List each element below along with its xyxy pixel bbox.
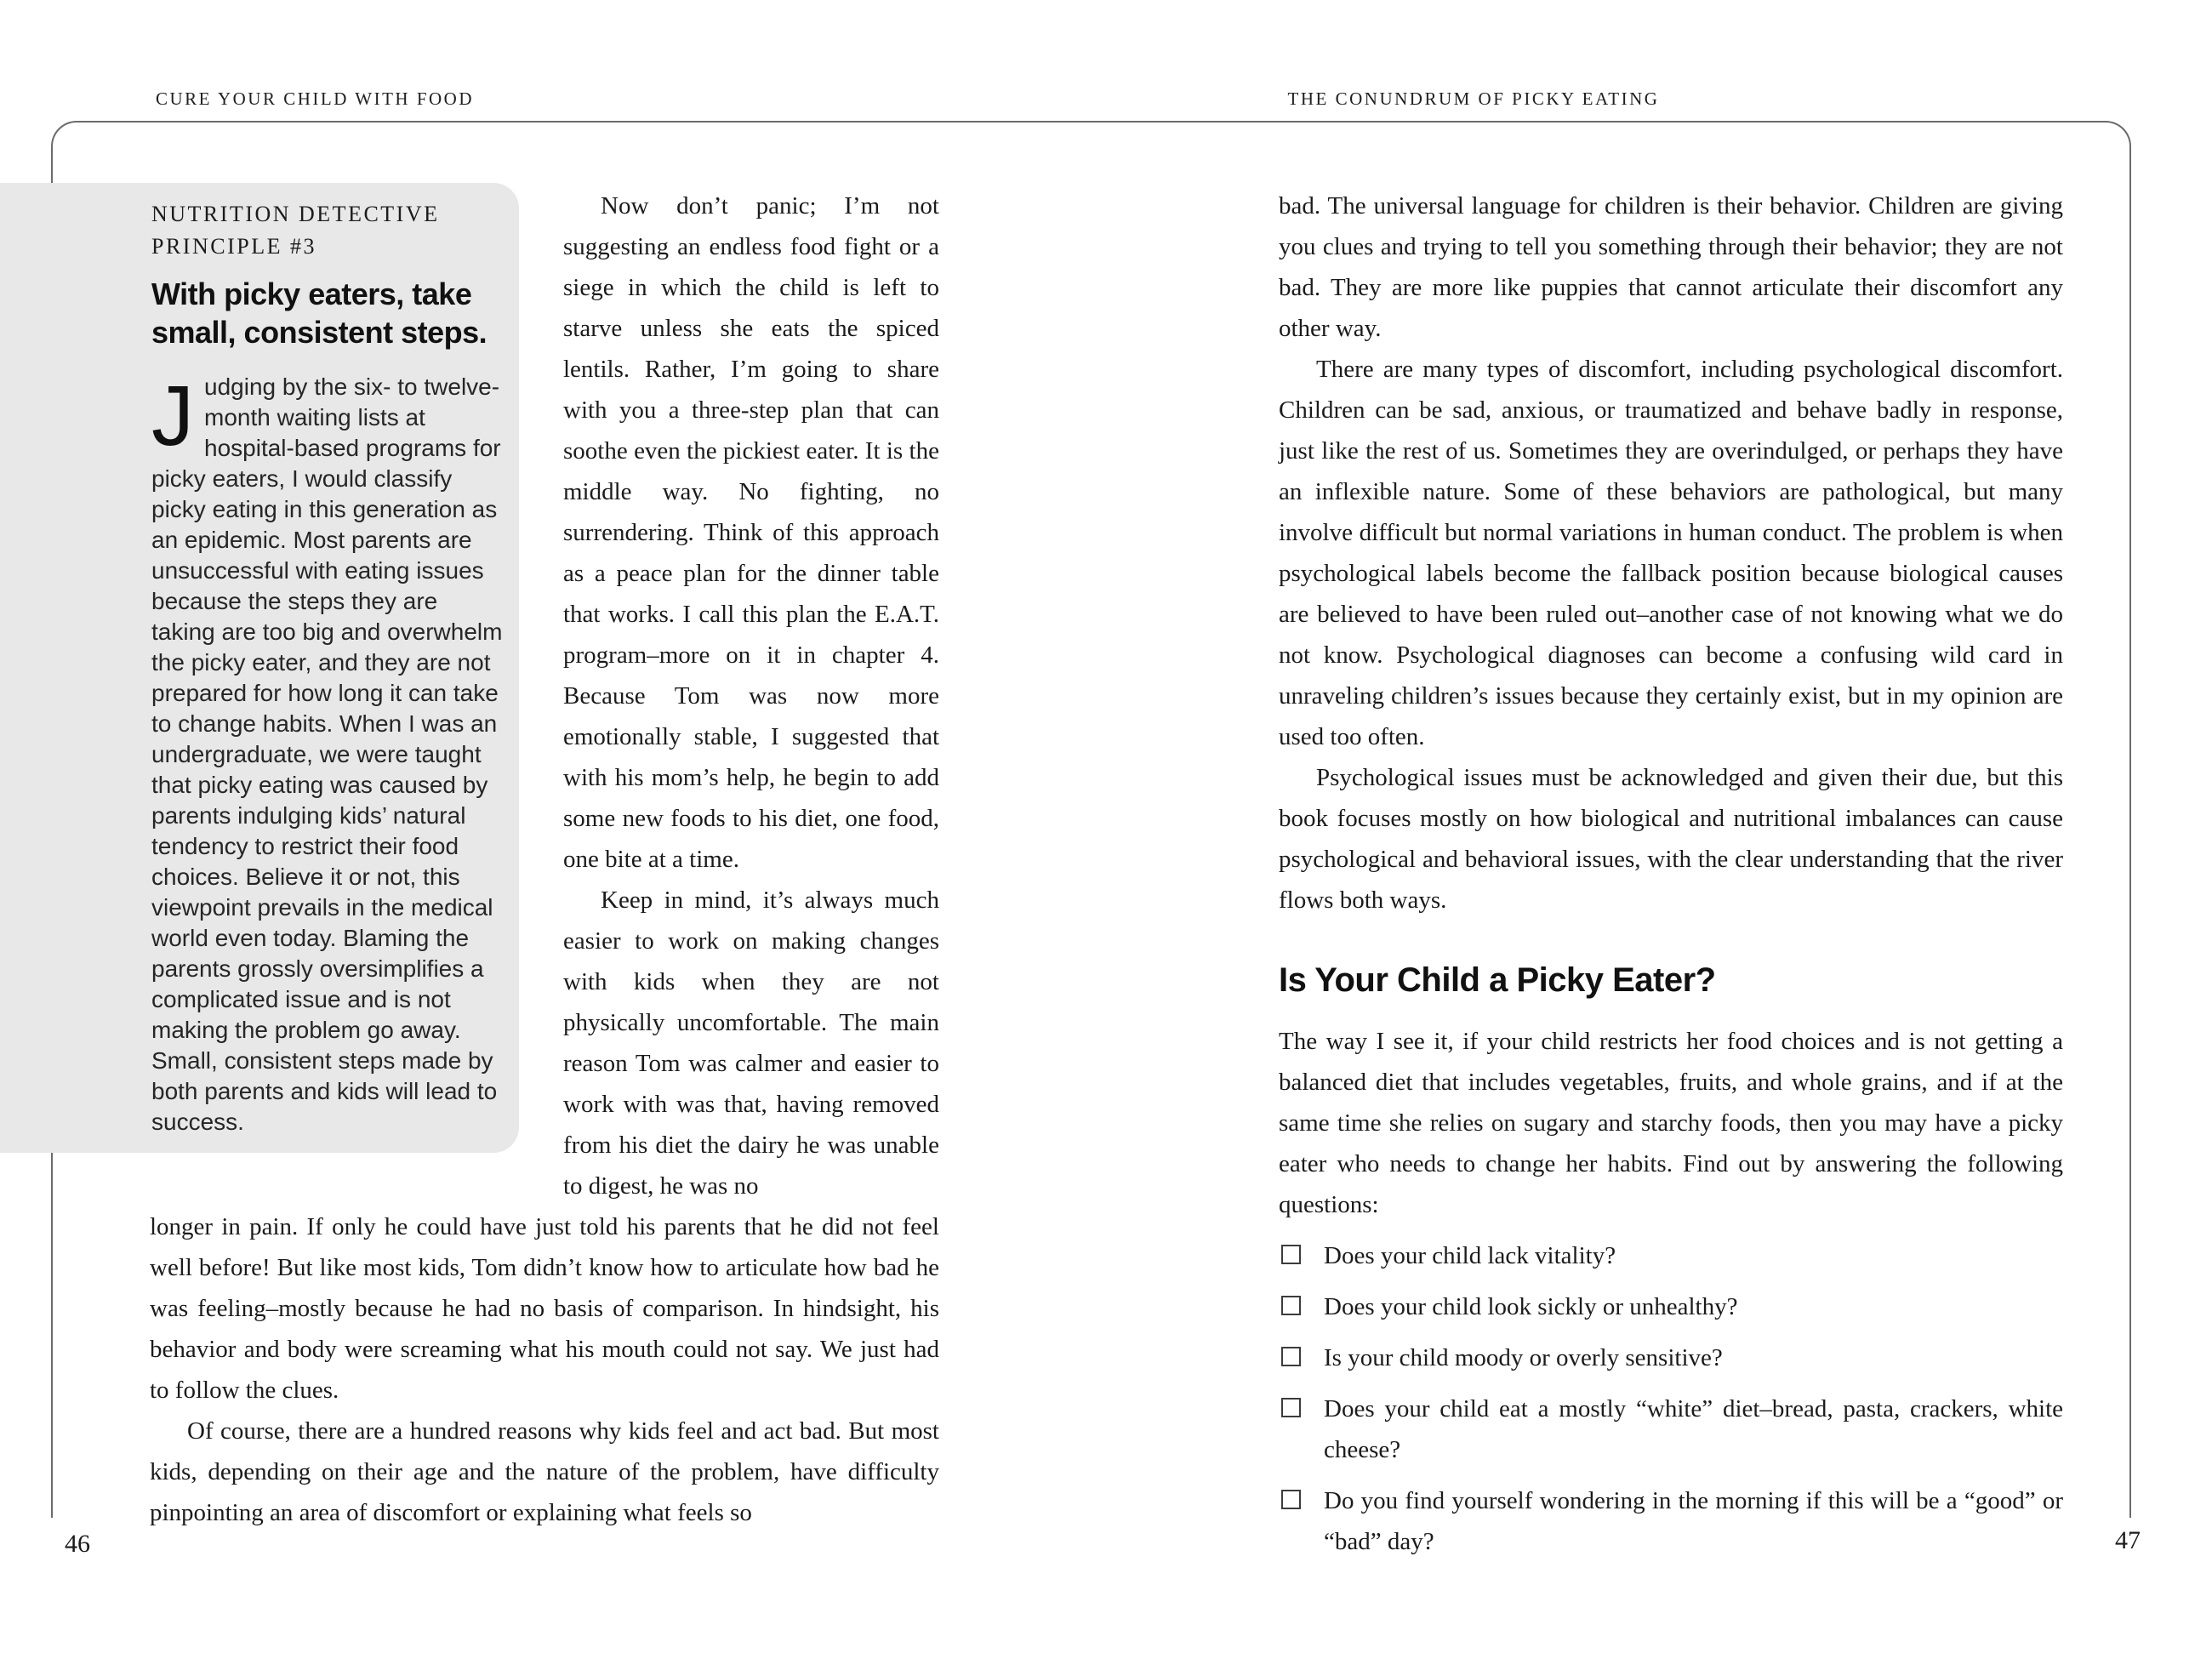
checklist-item-text: Is your child moody or overly sensitive? [1324,1344,1723,1371]
checkbox-icon [1281,1245,1301,1264]
sidebar-label [151,198,504,263]
checklist-item [1279,1337,2063,1378]
sidebar-body-text: udging by the six- to twelve-month waiting lists at hospital-based programs for picky eaters, I would classify picky eating in this generation as an epidemic. Most parents are unsuccessful with eating issues because the steps they are taking are too big and overwhelm the picky eater, and they are not prepared for how long it can take to change habits. When I was an undergraduate, we were taught that picky eating was caused by parents indulging kids’ natural tendency to restrict their food choices. Believe it or not, this viewpoint prevails in the medical world even today. Blaming the parents grossly oversimplifies a complicated issue and is not making the problem go away. Small, consistent steps made by both parents and kids will lead to success. [151,373,503,1135]
drop-cap: J [151,368,194,464]
checklist-item-text: Does your child eat a mostly “white” diet–bread, pasta, crackers, white cheese? [1324,1395,2063,1463]
paragraph: Now don’t panic; I’m not suggesting an endless food fight or a siege in which the child is left to starve unless she eats the spiced lentils. Rather, I’m going to share with you a three-step plan that can soothe even the pickiest eater. It is the middle way. No fighting, no surrendering. Think of this approach as a peace plan for the dinner table that works. I call this plan the E.A.T. program–more on it in chapter 4. Because Tom was now more emotionally stable, I suggested that with his mom’s help, he begin to add some new foods to his diet, one food, one bite at a time. [563,192,939,873]
intro-paragraph: The way I see it, if your child restricts her food choices and is not getting a balanced diet that includes vegetables, fruits, and whole grains, and if at the same time she relies on sugary and starchy foods, then you may have a picky eater who needs to change her habits. Find out by answering the following questions: [1279,1028,2063,1218]
checkbox-icon [1281,1347,1301,1366]
section-heading: Is Your Child a Picky Eater? [1279,961,1716,999]
paragraph: Keep in mind, it’s always much easier to work on making changes with kids when they are not physically uncomfortable. The main reason Tom was calmer and easier to work with was that, having removed from his diet the dairy he was unable to digest, he was no [563,887,939,1200]
sidebar-content [151,198,504,1137]
picky-eater-checklist [1279,1235,2063,1562]
sidebar-heading [151,275,504,351]
paragraph: bad. The universal language for children is their behavior. Children are giving you clues and trying to tell you something through their behavior; they are not bad. They are more like puppies that cannot articulate their discomfort any other way. [1279,192,2063,342]
running-head-right: THE CONUNDRUM OF PICKY EATING [1287,88,1660,109]
checkbox-icon [1281,1490,1301,1509]
checklist-item-text: Does your child lack vitality? [1324,1242,1616,1269]
sidebar-heading-line1: With picky eaters, take [151,276,472,311]
checkbox-icon [1281,1398,1301,1417]
right-page-text [1279,185,2063,1562]
checklist-item [1279,1480,2063,1562]
checklist-item [1279,1388,2063,1470]
checklist-item-text: Do you find yourself wondering in the morning if this will be a “good” or “bad” day? [1324,1487,2063,1555]
paragraph: Psychological issues must be acknowledged and given their due, but this book focuses mostly on how biological and nutritional imbalances can cause psychological and behavioral issues, with the clear understanding that the river flows both ways. [1279,764,2063,914]
running-head-left: CURE YOUR CHILD WITH FOOD [156,88,474,109]
checklist-item-text: Does your child look sickly or unhealthy? [1324,1293,1738,1320]
paragraph: longer in pain. If only he could have just told his parents that he did not feel well before! But like most kids, Tom didn’t know how to articulate how bad he was feeling–mostly because he had no basis of comparison. In hindsight, his behavior and body were screaming what his mouth could not say. We just had to follow the clues. [150,1213,939,1404]
left-page-narrow-column [563,185,939,1206]
sidebar-body-paragraph [151,368,504,1137]
sidebar-heading-line2: small, consistent steps. [151,315,487,350]
paragraph: There are many types of discomfort, including psychological discomfort. Children can be sad, anxious, or traumatized and behave badly in response, just like the rest of us. Sometimes they are overindulged, or perhaps they have an inflexible nature. Some of these behaviors are pathological, but many involve difficult but normal variations in human conduct. The problem is when psychological labels become the fallback position because biological causes are believed to have been ruled out–another case of not knowing what we do not know. Psychological diagnoses can become a confusing wild card in unraveling children’s issues because they certainly exist, but in my opinion are used too often. [1279,356,2063,750]
page-number-right: 47 [2115,1526,2141,1554]
sidebar-label-line2: PRINCIPLE #3 [151,234,316,259]
checkbox-icon [1281,1296,1301,1315]
right-page-paragraphs [1279,185,2063,921]
left-page-fullwidth-text [150,1206,939,1533]
checklist-item [1279,1286,2063,1327]
paragraph: Of course, there are a hundred reasons why kids feel and act bad. But most kids, depending on their age and the nature of the problem, have difficulty pinpointing an area of discomfort or explaining what feels so [150,1417,939,1526]
sidebar-label-line1: NUTRITION DETECTIVE [151,202,440,226]
checklist-item [1279,1235,2063,1276]
page-number-left: 46 [65,1530,90,1558]
nutrition-principle-sidebar [0,183,519,1153]
